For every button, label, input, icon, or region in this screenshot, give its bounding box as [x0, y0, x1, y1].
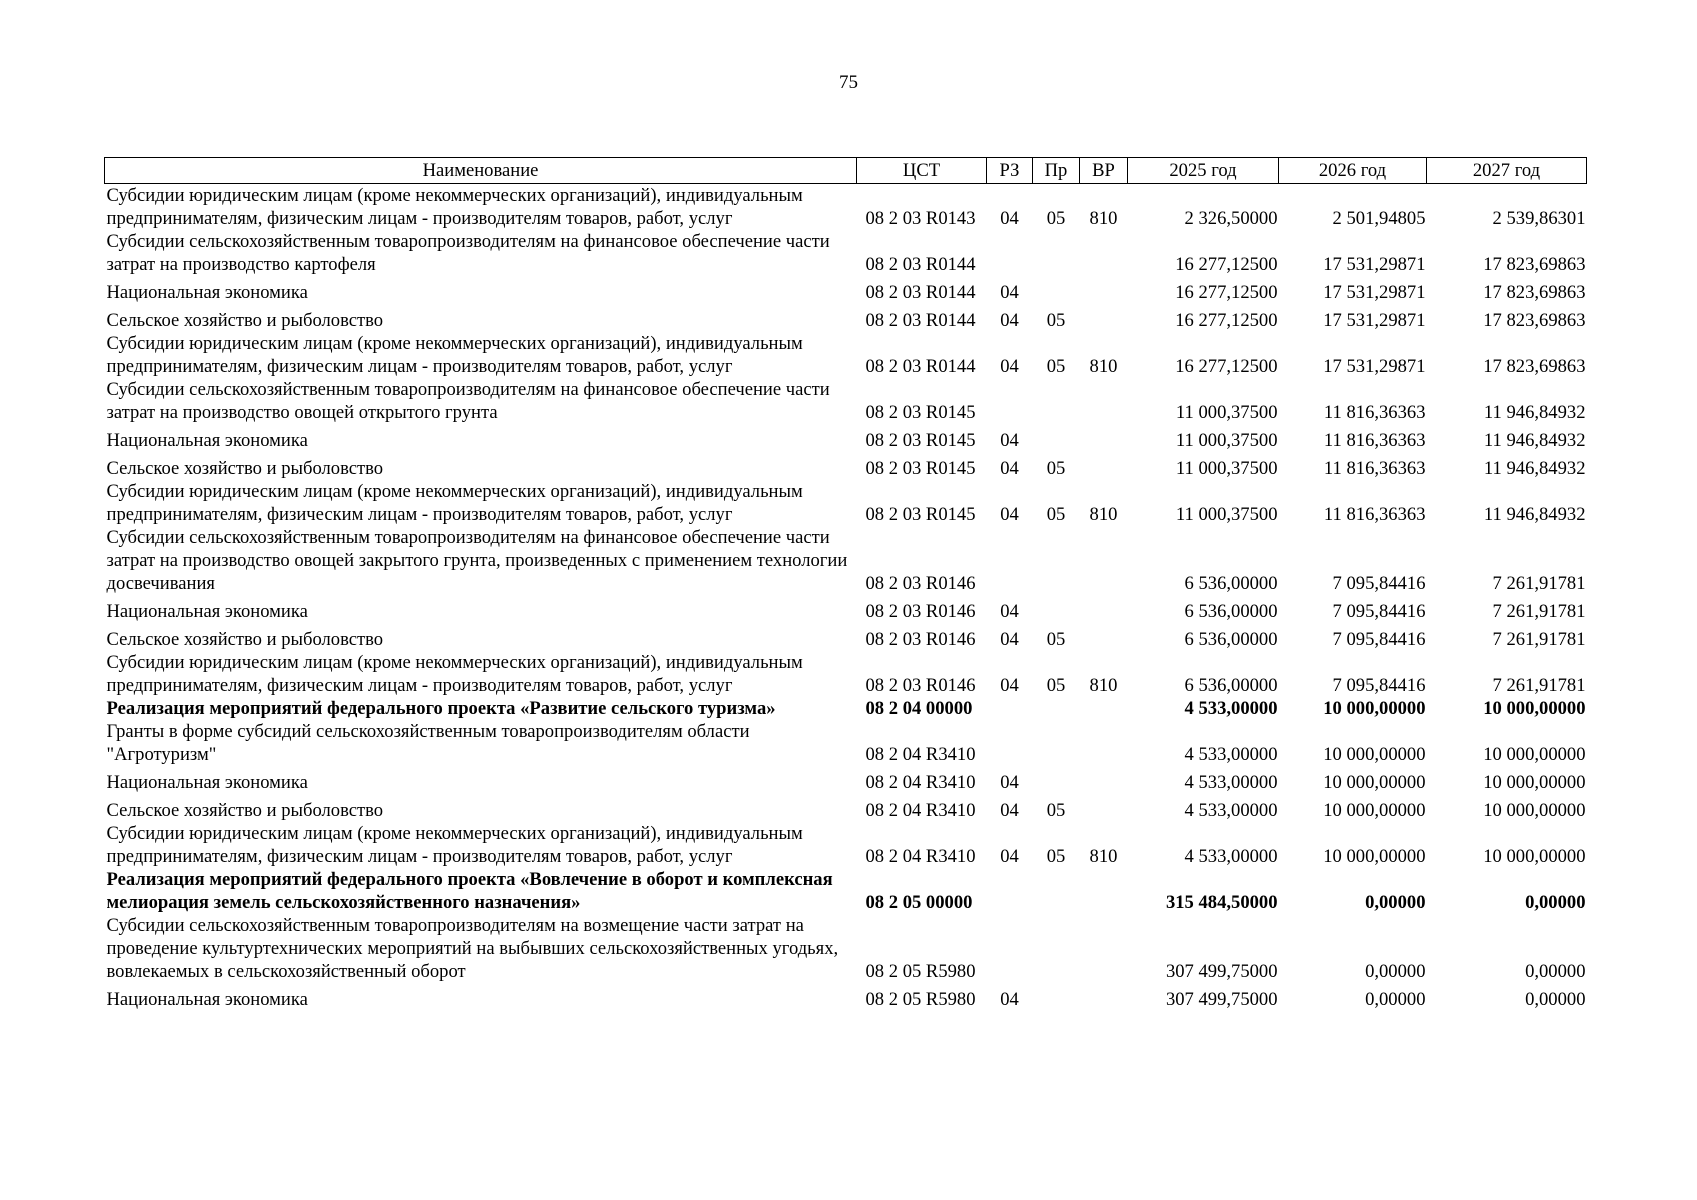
row-2026: 10 000,00000 — [1323, 772, 1426, 793]
row-2026: 17 531,29871 — [1323, 254, 1426, 275]
table-row — [105, 914, 1587, 983]
table-row — [105, 822, 1587, 868]
table-row — [105, 720, 1587, 766]
row-name: Национальная экономика — [106, 989, 308, 1010]
row-pr — [1033, 230, 1080, 276]
row-2025: 16 277,12500 — [1175, 356, 1278, 377]
row-vr — [1080, 230, 1128, 276]
row-pr — [1033, 983, 1080, 1011]
table-row — [105, 304, 1587, 332]
table-row — [105, 697, 1587, 720]
row-2026: 7 095,84416 — [1332, 573, 1426, 594]
row-name: Субсидии сельскохозяйственным товаропроизводителям на возмещение части затрат на проведение культуртехнических мероприятий на выбывших сельскохозяйственных угодьях, вовлекаемых в сельскохозяйственный оборот — [106, 915, 839, 982]
row-2027: 10 000,00000 — [1483, 744, 1586, 765]
table-row — [105, 766, 1587, 794]
row-2027: 11 946,84932 — [1483, 458, 1586, 479]
row-rz: 04 — [1000, 458, 1019, 479]
row-2027: 7 261,91781 — [1492, 573, 1586, 594]
row-2025: 6 536,00000 — [1184, 573, 1278, 594]
header-2025: 2025 год — [1128, 158, 1279, 184]
row-2027: 17 823,69863 — [1483, 310, 1586, 331]
row-2025: 4 533,00000 — [1184, 698, 1278, 719]
table-row — [105, 480, 1587, 526]
row-2025: 16 277,12500 — [1175, 310, 1278, 331]
row-cst: 08 2 04 R3410 — [865, 846, 976, 867]
row-2026: 7 095,84416 — [1332, 675, 1426, 696]
row-cst: 08 2 05 R5980 — [865, 961, 976, 982]
row-cst: 08 2 03 R0145 — [865, 458, 976, 479]
row-2027: 17 823,69863 — [1483, 254, 1586, 275]
row-2027: 7 261,91781 — [1492, 629, 1586, 650]
row-cst: 08 2 04 R3410 — [865, 744, 976, 765]
row-vr — [1080, 766, 1128, 794]
row-pr: 05 — [1046, 208, 1066, 229]
row-vr: 810 — [1089, 504, 1118, 525]
row-2026: 17 531,29871 — [1323, 310, 1426, 331]
row-2025: 16 277,12500 — [1175, 282, 1278, 303]
row-2025: 6 536,00000 — [1184, 629, 1278, 650]
row-2025: 4 533,00000 — [1184, 744, 1278, 765]
row-vr — [1080, 378, 1128, 424]
row-name: Сельское хозяйство и рыболовство — [106, 310, 384, 331]
header-rz: РЗ — [987, 158, 1033, 184]
row-rz — [987, 868, 1033, 914]
table-row — [105, 184, 1587, 231]
row-rz — [987, 720, 1033, 766]
row-2026: 17 531,29871 — [1323, 282, 1426, 303]
row-2026: 11 816,36363 — [1323, 430, 1426, 451]
row-cst: 08 2 03 R0143 — [865, 208, 976, 229]
row-2025: 11 000,37500 — [1175, 402, 1278, 423]
row-vr — [1080, 983, 1128, 1011]
row-vr — [1080, 623, 1128, 651]
header-vr: ВР — [1080, 158, 1128, 184]
row-2026: 2 501,94805 — [1332, 208, 1426, 229]
row-pr — [1033, 720, 1080, 766]
table-header-row — [105, 158, 1587, 184]
row-cst: 08 2 05 00000 — [865, 892, 973, 913]
row-cst: 08 2 03 R0144 — [865, 310, 976, 331]
row-2025: 11 000,37500 — [1175, 430, 1278, 451]
row-name: Субсидии юридическим лицам (кроме некоммерческих организаций), индивидуальным предпринимателям, физическим лицам - производителям товаров, работ, услуг — [106, 823, 803, 867]
row-name: Реализация мероприятий федерального проекта «Развитие сельского туризма» — [106, 698, 776, 719]
row-2025: 6 536,00000 — [1184, 601, 1278, 622]
header-pr: Пр — [1033, 158, 1080, 184]
row-name: Реализация мероприятий федерального проекта «Вовлечение в оборот и комплексная мелиорация земель сельскохозяйственного назначения» — [106, 869, 833, 913]
row-rz: 04 — [1000, 356, 1019, 377]
row-2026: 11 816,36363 — [1323, 402, 1426, 423]
table-row — [105, 868, 1587, 914]
row-rz: 04 — [1000, 675, 1019, 696]
table-row — [105, 651, 1587, 697]
row-pr: 05 — [1046, 310, 1066, 331]
row-2027: 10 000,00000 — [1483, 800, 1586, 821]
row-2026: 11 816,36363 — [1323, 504, 1426, 525]
row-2026: 17 531,29871 — [1323, 356, 1426, 377]
row-name: Субсидии сельскохозяйственным товаропроизводителям на финансовое обеспечение части затрат на производство овощей закрытого грунта, произведенных с применением технологии досвечивания — [106, 527, 848, 594]
table-row — [105, 595, 1587, 623]
row-name: Национальная экономика — [106, 430, 308, 451]
row-pr: 05 — [1046, 458, 1066, 479]
row-cst: 08 2 03 R0145 — [865, 430, 976, 451]
row-cst: 08 2 03 R0146 — [865, 601, 976, 622]
row-cst: 08 2 03 R0144 — [865, 356, 976, 377]
row-name: Сельское хозяйство и рыболовство — [106, 629, 384, 650]
header-2027: 2027 год — [1427, 158, 1587, 184]
row-pr — [1033, 868, 1080, 914]
row-2027: 11 946,84932 — [1483, 504, 1586, 525]
row-cst: 08 2 03 R0146 — [865, 675, 976, 696]
row-2027: 10 000,00000 — [1483, 846, 1586, 867]
row-2025: 315 484,50000 — [1165, 892, 1278, 913]
row-cst: 08 2 04 R3410 — [865, 772, 976, 793]
row-rz: 04 — [1000, 208, 1019, 229]
row-pr — [1033, 378, 1080, 424]
row-2026: 7 095,84416 — [1332, 629, 1426, 650]
row-vr — [1080, 452, 1128, 480]
row-vr — [1080, 720, 1128, 766]
row-cst: 08 2 03 R0145 — [865, 402, 976, 423]
row-vr: 810 — [1089, 846, 1118, 867]
table-row — [105, 983, 1587, 1011]
row-rz — [987, 697, 1033, 720]
row-name: Национальная экономика — [106, 772, 308, 793]
row-name: Субсидии юридическим лицам (кроме некоммерческих организаций), индивидуальным предпринимателям, физическим лицам - производителям товаров, работ, услуг — [106, 333, 803, 377]
table-body — [105, 184, 1587, 1012]
row-2026: 10 000,00000 — [1323, 698, 1426, 719]
row-2025: 4 533,00000 — [1184, 846, 1278, 867]
table-row — [105, 332, 1587, 378]
row-rz: 04 — [1000, 629, 1019, 650]
row-2025: 6 536,00000 — [1184, 675, 1278, 696]
row-vr — [1080, 526, 1128, 595]
row-2027: 0,00000 — [1525, 892, 1586, 913]
row-name: Субсидии юридическим лицам (кроме некоммерческих организаций), индивидуальным предпринимателям, физическим лицам - производителям товаров, работ, услуг — [106, 185, 803, 229]
row-pr — [1033, 276, 1080, 304]
row-vr — [1080, 914, 1128, 983]
row-2027: 17 823,69863 — [1483, 356, 1586, 377]
row-pr: 05 — [1046, 356, 1066, 377]
row-2025: 4 533,00000 — [1184, 800, 1278, 821]
row-pr: 05 — [1046, 504, 1066, 525]
table-row — [105, 378, 1587, 424]
row-name: Национальная экономика — [106, 601, 308, 622]
row-name: Сельское хозяйство и рыболовство — [106, 800, 384, 821]
row-vr — [1080, 304, 1128, 332]
row-2026: 7 095,84416 — [1332, 601, 1426, 622]
row-rz: 04 — [1000, 310, 1019, 331]
table-row — [105, 452, 1587, 480]
row-2027: 7 261,91781 — [1492, 675, 1586, 696]
row-2026: 0,00000 — [1365, 961, 1426, 982]
row-name: Субсидии сельскохозяйственным товаропроизводителям на финансовое обеспечение части затрат на производство картофеля — [106, 231, 830, 275]
row-2025: 11 000,37500 — [1175, 458, 1278, 479]
table-row — [105, 230, 1587, 276]
row-cst: 08 2 05 R5980 — [865, 989, 976, 1010]
table-row — [105, 276, 1587, 304]
row-rz: 04 — [1000, 504, 1019, 525]
row-name: Сельское хозяйство и рыболовство — [106, 458, 384, 479]
page-number: 75 — [839, 72, 858, 93]
row-2026: 11 816,36363 — [1323, 458, 1426, 479]
row-pr: 05 — [1046, 675, 1066, 696]
row-2025: 307 499,75000 — [1165, 961, 1278, 982]
row-2025: 2 326,50000 — [1184, 208, 1278, 229]
row-name: Субсидии юридическим лицам (кроме некоммерческих организаций), индивидуальным предпринимателям, физическим лицам - производителям товаров, работ, услуг — [106, 481, 803, 525]
row-vr — [1080, 424, 1128, 452]
header-cst: ЦСТ — [857, 158, 987, 184]
row-rz: 04 — [1000, 282, 1019, 303]
row-2026: 10 000,00000 — [1323, 744, 1426, 765]
row-vr — [1080, 794, 1128, 822]
row-name: Субсидии сельскохозяйственным товаропроизводителям на финансовое обеспечение части затрат на производство овощей открытого грунта — [106, 379, 830, 423]
row-cst: 08 2 03 R0146 — [865, 629, 976, 650]
table-row — [105, 424, 1587, 452]
row-2027: 0,00000 — [1525, 961, 1586, 982]
row-cst: 08 2 03 R0144 — [865, 282, 976, 303]
row-cst: 08 2 04 R3410 — [865, 800, 976, 821]
row-pr — [1033, 914, 1080, 983]
row-cst: 08 2 04 00000 — [865, 698, 973, 719]
row-2027: 17 823,69863 — [1483, 282, 1586, 303]
row-name: Гранты в форме субсидий сельскохозяйственным товаропроизводителям области "Агротуризм" — [106, 721, 750, 765]
row-pr: 05 — [1046, 846, 1066, 867]
row-cst: 08 2 03 R0144 — [865, 254, 976, 275]
row-rz: 04 — [1000, 800, 1019, 821]
table-row — [105, 794, 1587, 822]
row-rz: 04 — [1000, 989, 1019, 1010]
row-cst: 08 2 03 R0145 — [865, 504, 976, 525]
row-2025: 11 000,37500 — [1175, 504, 1278, 525]
row-vr — [1080, 276, 1128, 304]
row-2026: 10 000,00000 — [1323, 800, 1426, 821]
row-2027: 11 946,84932 — [1483, 430, 1586, 451]
header-2026: 2026 год — [1279, 158, 1427, 184]
row-2027: 2 539,86301 — [1492, 208, 1586, 229]
row-2026: 0,00000 — [1365, 989, 1426, 1010]
row-vr: 810 — [1089, 208, 1118, 229]
row-pr: 05 — [1046, 800, 1066, 821]
row-2026: 10 000,00000 — [1323, 846, 1426, 867]
row-rz — [987, 914, 1033, 983]
header-name: Наименование — [105, 158, 857, 184]
row-pr — [1033, 595, 1080, 623]
budget-table — [104, 157, 1587, 1011]
row-rz: 04 — [1000, 601, 1019, 622]
row-vr — [1080, 868, 1128, 914]
row-vr: 810 — [1089, 675, 1118, 696]
row-2027: 7 261,91781 — [1492, 601, 1586, 622]
row-2025: 4 533,00000 — [1184, 772, 1278, 793]
row-rz — [987, 378, 1033, 424]
row-2025: 307 499,75000 — [1165, 989, 1278, 1010]
row-vr — [1080, 595, 1128, 623]
table-row — [105, 526, 1587, 595]
row-2025: 16 277,12500 — [1175, 254, 1278, 275]
row-rz — [987, 230, 1033, 276]
row-2027: 0,00000 — [1525, 989, 1586, 1010]
row-2027: 11 946,84932 — [1483, 402, 1586, 423]
row-rz — [987, 526, 1033, 595]
row-vr — [1080, 697, 1128, 720]
row-2026: 0,00000 — [1365, 892, 1426, 913]
row-rz: 04 — [1000, 846, 1019, 867]
row-rz: 04 — [1000, 430, 1019, 451]
row-pr — [1033, 766, 1080, 794]
row-rz: 04 — [1000, 772, 1019, 793]
table-row — [105, 623, 1587, 651]
row-pr — [1033, 526, 1080, 595]
row-vr: 810 — [1089, 356, 1118, 377]
row-name: Национальная экономика — [106, 282, 308, 303]
row-2027: 10 000,00000 — [1483, 698, 1586, 719]
row-pr — [1033, 697, 1080, 720]
row-pr — [1033, 424, 1080, 452]
row-pr: 05 — [1046, 629, 1066, 650]
row-2027: 10 000,00000 — [1483, 772, 1586, 793]
row-name: Субсидии юридическим лицам (кроме некоммерческих организаций), индивидуальным предпринимателям, физическим лицам - производителям товаров, работ, услуг — [106, 652, 803, 696]
row-cst: 08 2 03 R0146 — [865, 573, 976, 594]
